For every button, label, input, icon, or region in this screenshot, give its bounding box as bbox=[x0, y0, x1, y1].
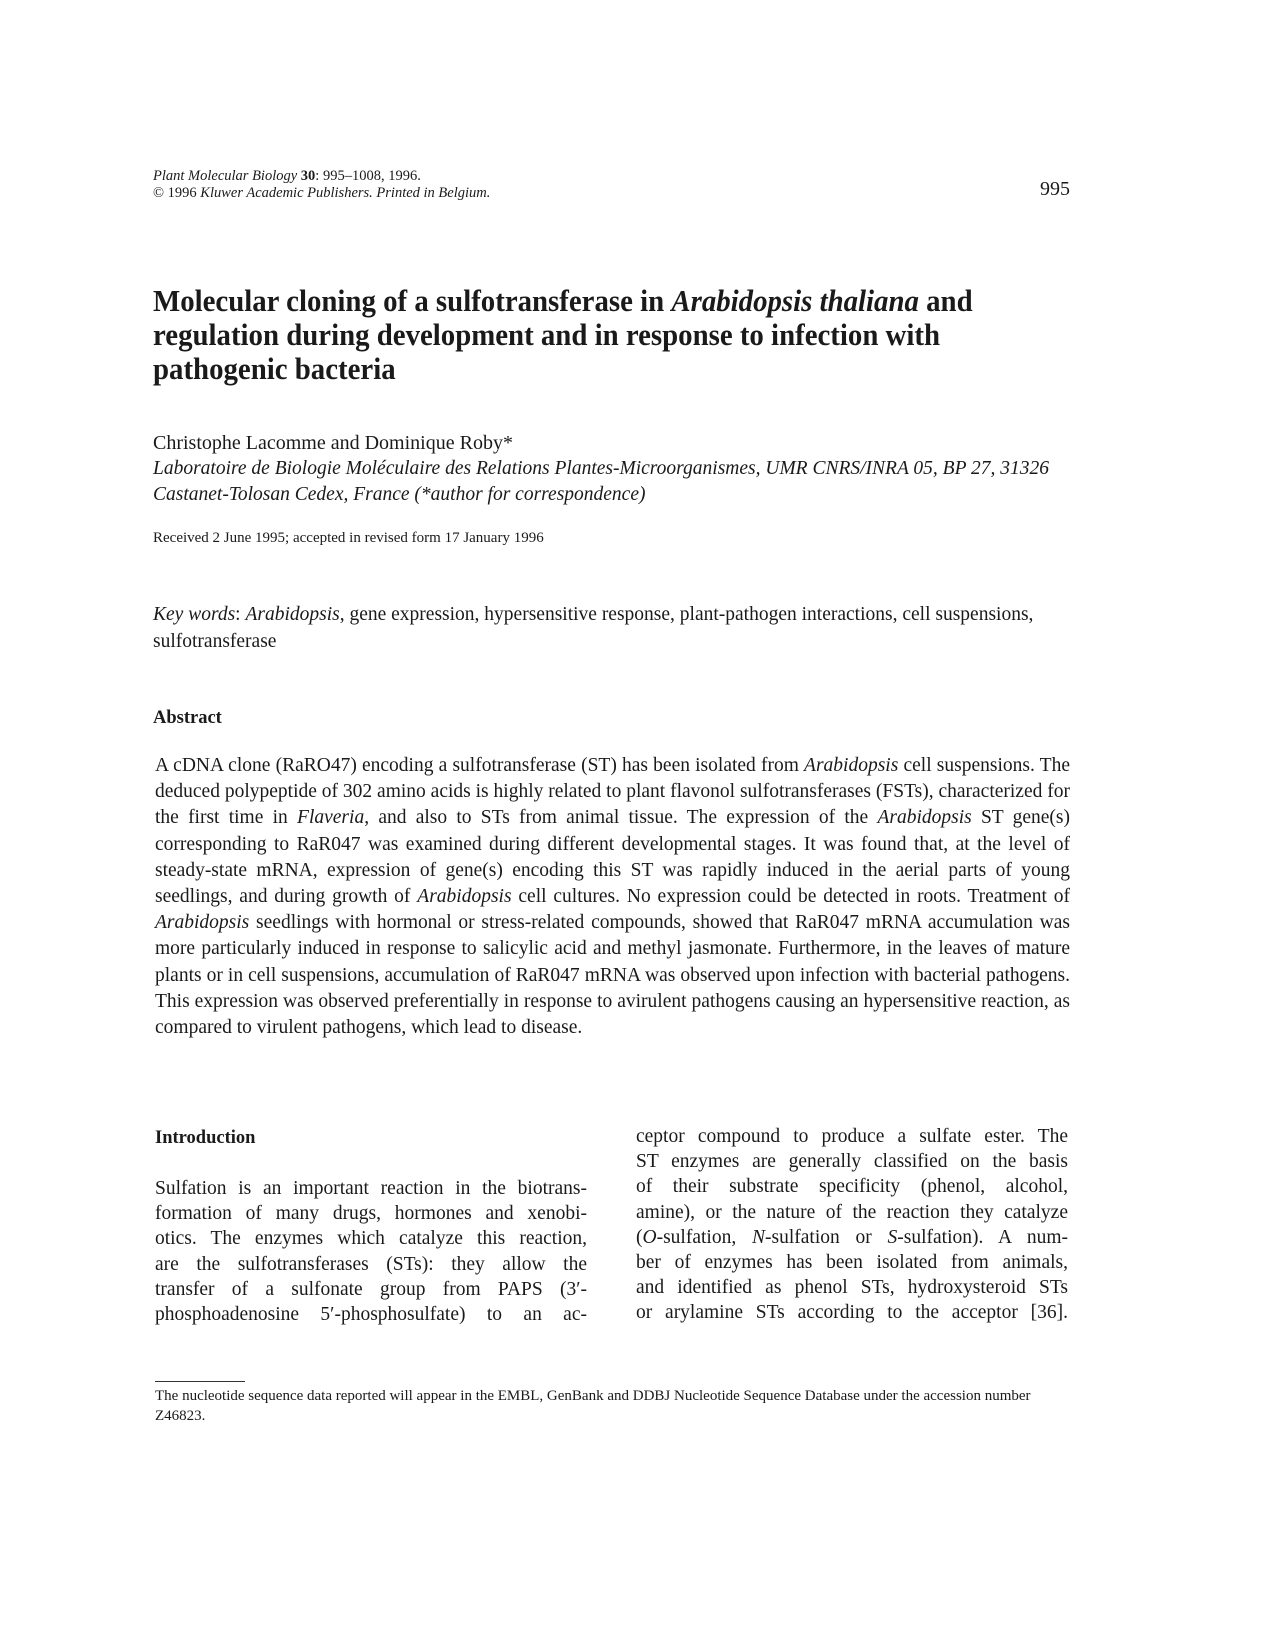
keywords-colon: : bbox=[235, 604, 246, 625]
text-run-italic: N bbox=[751, 1226, 765, 1248]
text-run: -sulfation, bbox=[656, 1226, 752, 1248]
body-line: Sulfation is an important reaction in the biotrans- bbox=[155, 1178, 587, 1199]
copyright-symbol: © bbox=[153, 185, 165, 201]
body-line: phosphoadenosine 5′-phosphosulfate) to an ac- bbox=[155, 1304, 587, 1326]
journal-name: Plant Molecular Biology bbox=[153, 168, 298, 184]
introduction-heading: Introduction bbox=[155, 1128, 256, 1148]
copyright-year: 1996 bbox=[167, 185, 197, 201]
body-line: and identified as phenol STs, hydroxysteroid STs bbox=[636, 1277, 1068, 1299]
body-line: otics. The enzymes which catalyze this reaction, bbox=[155, 1228, 587, 1250]
paper-title bbox=[153, 284, 1018, 386]
abstract-text: cell cultures. No expression could be detected in roots. Treatment of bbox=[511, 886, 1070, 908]
abstract-text: ST gene(s) corresponding to RaR047 was examined during different developmental stages. It was found that, at the level of steady-state mRNA, expression of gene(s) encoding this ST was rapidly induced in the aerial parts of young seedlings, and during growth of bbox=[155, 807, 1070, 908]
abstract-text: A cDNA clone (RaRO47) encoding a sulfotransferase (ST) has been isolated from bbox=[155, 755, 805, 776]
title-part1: Molecular cloning of a sulfotransferase in bbox=[153, 283, 672, 318]
text-run: -sulfation or bbox=[765, 1226, 888, 1248]
body-line: of their substrate specificity (phenol, alcohol, bbox=[636, 1176, 1068, 1198]
abstract-genus: Flaveria bbox=[297, 807, 365, 829]
body-line: transfer of a sulfonate group from PAPS (3′- bbox=[155, 1278, 587, 1300]
affiliation: Laboratoire de Biologie Moléculaire des Relations Plantes-Microorganismes, UMR CNRS/INRA 05, BP 27, 31326 Castanet-Tolosan Cedex, France (*author for correspondence) bbox=[153, 458, 1050, 505]
abstract-species: Arabidopsis bbox=[417, 886, 512, 908]
copyright-line bbox=[153, 185, 490, 202]
text-run-italic: O bbox=[642, 1226, 657, 1248]
body-line bbox=[636, 1225, 1068, 1250]
body-line: ber of enzymes has been isolated from animals, bbox=[636, 1252, 1068, 1274]
journal-header bbox=[153, 168, 490, 202]
journal-volume: 30 bbox=[300, 168, 316, 184]
abstract-species: Arabidopsis bbox=[804, 755, 899, 776]
body-line: formation of many drugs, hormones and xenobi- bbox=[155, 1203, 587, 1225]
keywords-rest: , gene expression, hypersensitive response, plant-pathogen interactions, cell suspensions, sulfotransferase bbox=[153, 604, 1034, 652]
keywords-label: Key words bbox=[153, 604, 236, 625]
abstract-species: Arabidopsis bbox=[155, 912, 250, 934]
authors: Christophe Lacomme and Dominique Roby* bbox=[153, 432, 513, 454]
abstract-heading: Abstract bbox=[153, 708, 222, 728]
journal-pages-year: : 995–1008, 1996. bbox=[315, 168, 421, 184]
body-line: or arylamine STs according to the acceptor [36]. bbox=[636, 1302, 1068, 1324]
footnote-divider bbox=[155, 1381, 245, 1382]
keywords-first: Arabidopsis bbox=[245, 604, 340, 625]
abstract-body bbox=[155, 753, 1070, 1041]
abstract-species: Arabidopsis bbox=[877, 807, 972, 829]
journal-citation bbox=[153, 168, 490, 185]
publisher: Kluwer Academic Publishers. Printed in Belgium. bbox=[200, 185, 491, 201]
body-line: ceptor compound to produce a sulfate ester. The bbox=[636, 1126, 1068, 1147]
introduction-column-left bbox=[155, 1176, 587, 1327]
title-part2: and regulation during development and in response to infection with pathogenic bacteria bbox=[153, 283, 973, 386]
body-line: are the sulfotransferases (STs): they allow the bbox=[155, 1253, 587, 1275]
abstract-text: seedlings with hormonal or stress-related compounds, showed that RaR047 mRNA accumulation was more particularly induced in response to salicylic acid and methyl jasmonate. Furthermore, in the leaves of mature plants or in cell suspensions, accumulation of RaR047 mRNA was observed upon infection with bacterial pathogens. This expression was observed preferentially in response to avirulent pathogens causing an hypersensitive reaction, as compared to virulent pathogens, which lead to disease. bbox=[155, 912, 1070, 1039]
text-run: ( bbox=[636, 1226, 643, 1248]
keywords bbox=[153, 601, 1083, 655]
introduction-column-right bbox=[636, 1124, 1068, 1326]
text-run: -sulfation). A num- bbox=[897, 1226, 1068, 1248]
page-number: 995 bbox=[1040, 178, 1070, 200]
abstract-text: cell suspensions. The deduced polypeptide of 302 amino acids is highly related to plant flavonol sulfotransferases (FSTs), characterized for the first time in bbox=[155, 755, 1070, 829]
text-run-italic: S bbox=[887, 1226, 898, 1248]
body-line: amine), or the nature of the reaction they catalyze bbox=[636, 1201, 1068, 1223]
abstract-text: , and also to STs from animal tissue. The expression of the bbox=[364, 807, 878, 829]
body-line: ST enzymes are generally classified on the basis bbox=[636, 1151, 1068, 1173]
title-species: Arabidopsis thaliana bbox=[671, 283, 919, 318]
footnote: The nucleotide sequence data reported will appear in the EMBL, GenBank and DDBJ Nucleotide Sequence Database under the accession number Z46823. bbox=[155, 1388, 1031, 1424]
received-dates: Received 2 June 1995; accepted in revised form 17 January 1996 bbox=[153, 530, 544, 546]
